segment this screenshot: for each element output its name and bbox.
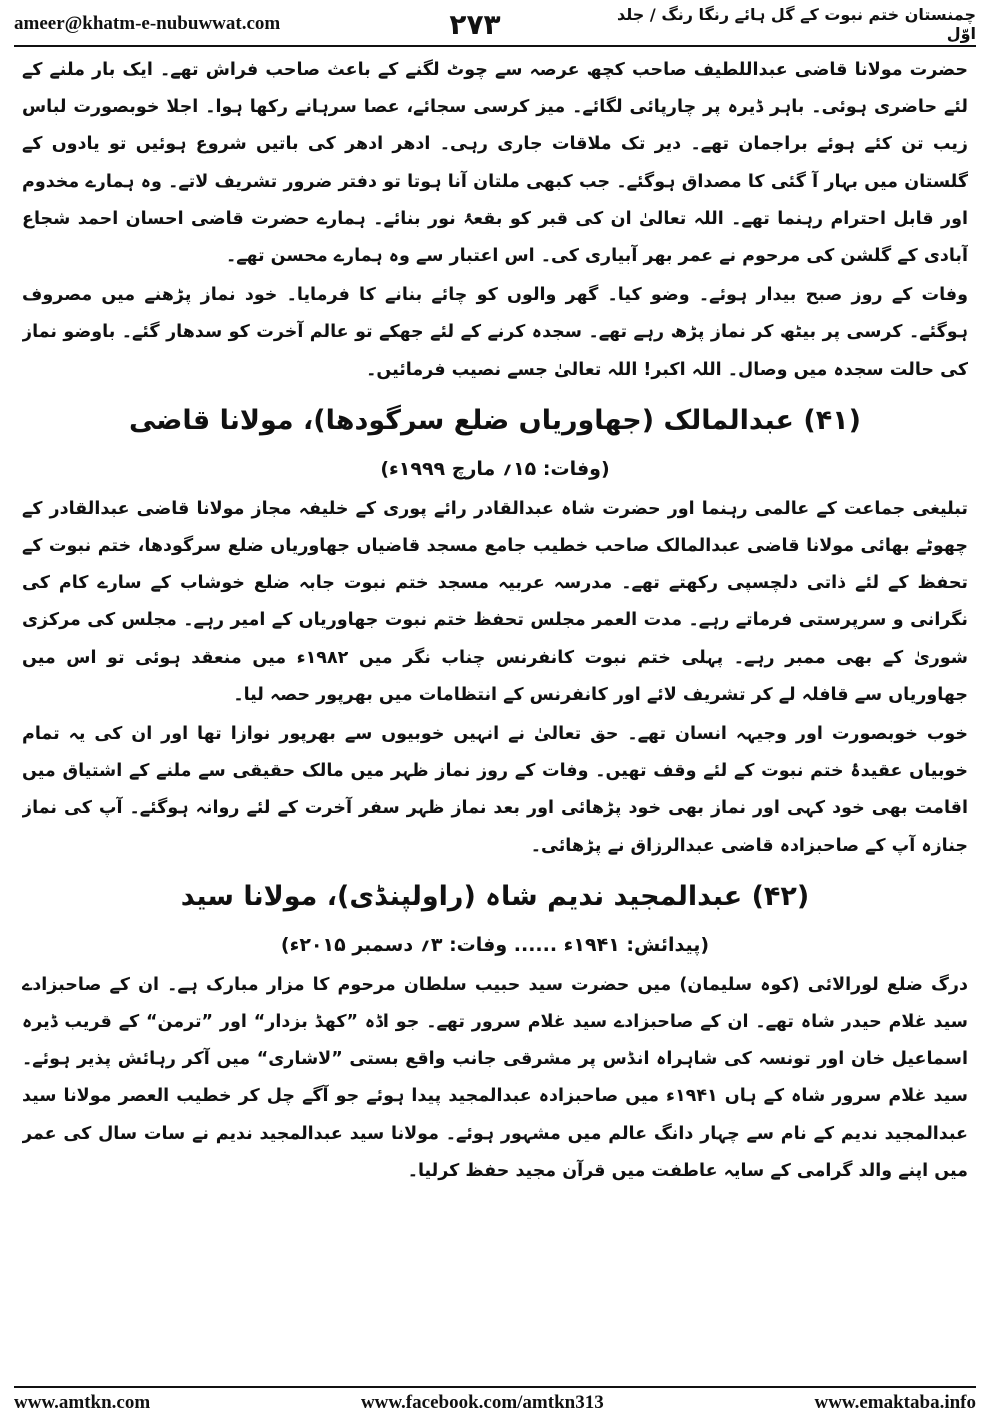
footer-link-right[interactable]: www.emaktaba.info xyxy=(814,1392,976,1413)
paragraph: درگ ضلع لورالائی (کوہ سلیمان) میں حضرت سید حبیب سلطان مرحوم کا مزار مبارک ہے۔ ان کے صاحبزادے سید غلام حیدر شاہ تھے۔ ان کے صاحبزادے سید غلام سرور تھے۔ جو اڈہ ”کھڈ بزدار“ اور ”ترمن“ کے قریب ڈیرہ اسماعیل خان اور تونسہ کی شاہراہ انڈس پر مشرقی جانب واقع بستی ”لاشاری“ میں آکر رہائش پذیر ہوئے۔ سید غلام سرور شاہ کے ہاں ۱۹۴۱ء میں صاحبزادہ عبدالمجید پیدا ہوئے جو آگے چل کر خطیب العصر مولانا سید عبدالمجید ندیم کے نام سے چہار دانگ عالم میں مشہور ہوئے۔ مولانا سید عبدالمجید ندیم نے سات سال کی عمر میں اپنے والد گرامی کے سایہ عاطفت میں قرآن مجید حفظ کرلیا۔ xyxy=(22,974,968,1181)
paragraph: وفات کے روز صبح بیدار ہوئے۔ وضو کیا۔ گھر والوں کو چائے بنانے کا فرمایا۔ خود نماز پڑھنے میں مصروف ہوگئے۔ کرسی پر بیٹھ کر نماز پڑھ رہے تھے۔ سجدہ کرنے کے لئے جھکے تو عالم آخرت کو سدھار گئے۔ باوضو نماز کی حالت سجدہ میں وصال۔ اللہ اکبر! اللہ تعالیٰ جسے نصیب فرمائیں۔ xyxy=(22,285,968,380)
page-body xyxy=(22,52,968,1378)
paragraph: حضرت مولانا قاضی عبداللطیف صاحب کچھ عرصہ سے چوٹ لگنے کے باعث صاحب فراش تھے۔ ایک بار ملنے کے لئے حاضری ہوئی۔ باہر ڈیرہ پر چارپائی لگائے۔ میز کرسی سجائے، عصا سرہانے رکھا ہوا۔ اجلا خوبصورت لباس زیب تن کئے ہوئے براجمان تھے۔ دیر تک ملاقات جاری رہی۔ ادھر ادھر کی باتیں شروع ہوئیں تو یادوں کے گلستان میں بہار آ گئی کا مصداق ہوگئے۔ جب کبھی ملتان آنا ہوتا تو دفتر ضرور تشریف لاتے۔ وہ ہمارے مخدوم اور قابل احترام رہنما تھے۔ اللہ تعالیٰ ان کی قبر کو بقعۂ نور بنائے۔ ہمارے حضرت قاضی احسان احمد شجاع آبادی کے گلشن کی مرحوم نے عمر بھر آبیاری کی۔ اس اعتبار سے وہ ہمارے محسن تھے۔ xyxy=(22,60,968,267)
section-heading: (۴۲) عبدالمجید ندیم شاہ (راولپنڈی)، مولانا سید xyxy=(180,880,810,912)
paragraph: تبلیغی جماعت کے عالمی رہنما اور حضرت شاہ عبدالقادر رائے پوری کے خلیفہ مجاز مولانا قاضی عبدالقادر کے چھوٹے بھائی مولانا قاضی عبدالمالک صاحب خطیب جامع مسجد قاضیاں جھاوریاں ضلع سرگودھا، ختم نبوت کے تحفظ کے لئے ذاتی دلچسپی رکھتے تھے۔ مدرسہ عربیہ مسجد ختم نبوت جابہ ضلع خوشاب کے سارے کام کی نگرانی و سرپرستی فرماتے رہے۔ مدت العمر مجلس تحفظ ختم نبوت جھاوریاں کے امیر رہے۔ مجلس کی مرکزی شوریٰ کے بھی ممبر رہے۔ پہلی ختم نبوت کانفرنس چناب نگر میں ۱۹۸۲ء میں منعقد ہوئی تو اس میں جھاوریاں سے قافلہ لے کر تشریف لائے اور کانفرنس کے انتظامات میں بھرپور حصہ لیا۔ xyxy=(22,498,968,705)
book-title: چمنستان ختم نبوت کے گل ہائے رنگا رنگ / جلد اوّل xyxy=(617,5,976,43)
footer-link-left[interactable]: www.amtkn.com xyxy=(14,1392,151,1413)
section-dates: (پیدائش: ۱۹۴۱ء ...... وفات: ۳؍ دسمبر ۲۰۱۵ء) xyxy=(280,933,710,956)
header-email: ameer@khatm-e-nubuwwat.com xyxy=(14,13,281,34)
section-dates: (وفات: ۱۵؍ مارچ ۱۹۹۹ء) xyxy=(380,457,610,480)
section-heading: (۴۱) عبدالمالک (جھاوریاں ضلع سرگودھا)، مولانا قاضی xyxy=(128,404,862,436)
footer-link-center[interactable]: www.facebook.com/amtkn313 xyxy=(360,1392,604,1413)
page-footer xyxy=(14,1390,976,1416)
footer-rule xyxy=(14,1386,976,1388)
page-header xyxy=(14,6,976,42)
header-rule xyxy=(14,45,976,47)
paragraph: خوب خوبصورت اور وجیہہ انسان تھے۔ حق تعالیٰ نے انہیں خوبیوں سے بھرپور نوازا تھا اور ان کی یہ تمام خوبیاں عقیدۂ ختم نبوت کے لئے وقف تھیں۔ وفات کے روز نماز ظہر میں مالک حقیقی سے ملنے کے اشتیاق میں اقامت بھی خود کہی اور نماز بھی خود پڑھائی اور بعد نماز ظہر سفر آخرت کے لئے روانہ ہوگئے۔ آپ کی نماز جنازہ آپ کے صاحبزادہ قاضی عبدالرزاق نے پڑھائی۔ xyxy=(22,724,968,856)
page-number: ۲۷۳ xyxy=(449,7,501,41)
